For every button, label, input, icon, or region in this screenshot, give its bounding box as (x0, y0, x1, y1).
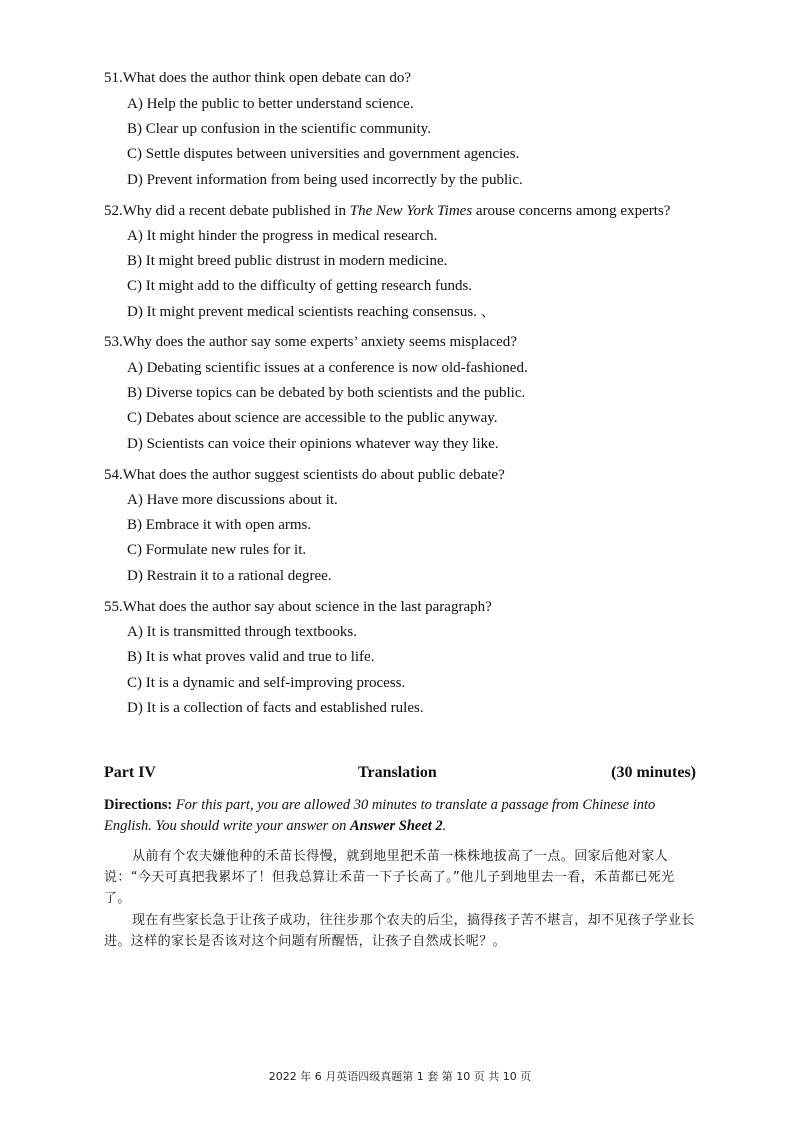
question-52-option-d: D) It might prevent medical scientists reaching consensus. 、 (127, 304, 496, 320)
part-time: (30 minutes) (611, 764, 696, 781)
part-heading (104, 764, 696, 784)
question-52-option-c: C) It might add to the difficulty of getting research funds. (127, 278, 473, 294)
question-51-option-b: B) Clear up confusion in the scientific community. (127, 121, 431, 137)
question-55-stem: 55.What does the author say about science in the last paragraph? (104, 599, 492, 615)
directions-label: Directions: (104, 797, 173, 813)
answer-sheet-reference: Answer Sheet 2 (350, 818, 443, 834)
question-53-option-c: C) Debates about science are accessible to the public anyway. (127, 410, 498, 426)
question-53-option-d: D) Scientists can voice their opinions whatever way they like. (127, 436, 499, 452)
question-53-option-a: A) Debating scientific issues at a conference is now old-fashioned. (127, 360, 528, 376)
directions (104, 795, 700, 837)
question-52-stem-before: 52.Why did a recent debate published in (104, 203, 350, 219)
question-55-option-d: D) It is a collection of facts and established rules. (127, 700, 424, 716)
directions-text: For this part, you are allowed 30 minutes to translate a passage from Chinese into English. You should write your answer on (104, 797, 656, 834)
question-55-option-a: A) It is transmitted through textbooks. (127, 624, 357, 640)
passage-paragraph-1-text: 从前有个农夫嫌他种的禾苗长得慢，就到地里把禾苗一株株地拔高了一点。回家后他对家人说：“今天可真把我累坏了！但我总算让禾苗一下子长高了。”他儿子到地里去一看，禾苗都已死光了。 (104, 849, 675, 906)
question-55-option-b: B) It is what proves valid and true to life. (127, 649, 375, 665)
question-51-option-a: A) Help the public to better understand science. (127, 96, 414, 112)
question-52-stem (104, 203, 670, 219)
question-51-option-c: C) Settle disputes between universities and government agencies. (127, 146, 520, 162)
passage-paragraph-2-text: 现在有些家长急于让孩子成功，往往步那个农夫的后尘，搞得孩子苦不堪言，却不见孩子学业长进。这样的家长是否该对这个问题有所醒悟，让孩子自然成长呢？。 (104, 913, 695, 949)
part-label: Part IV (104, 764, 156, 781)
question-52-option-a: A) It might hinder the progress in medical research. (127, 228, 438, 244)
question-51-stem: 51.What does the author think open debate can do? (104, 70, 411, 86)
question-52-option-b: B) It might breed public distrust in modern medicine. (127, 253, 448, 269)
question-55-option-c: C) It is a dynamic and self-improving process. (127, 675, 406, 691)
question-54-option-c: C) Formulate new rules for it. (127, 542, 307, 558)
question-52-stem-after: arouse concerns among experts? (472, 203, 671, 219)
passage-paragraph-1 (104, 846, 700, 909)
passage-paragraph-2 (104, 910, 700, 952)
page-footer: 2022 年 6 月英语四级真题第 1 套 第 10 页 共 10 页 (268, 1070, 532, 1083)
question-54-option-d: D) Restrain it to a rational degree. (127, 568, 332, 584)
question-51-option-d: D) Prevent information from being used incorrectly by the public. (127, 172, 523, 188)
directions-text-end: . (442, 818, 447, 834)
question-53-stem: 53.Why does the author say some experts’ anxiety seems misplaced? (104, 334, 517, 350)
part-title: Translation (358, 764, 437, 781)
question-53-option-b: B) Diverse topics can be debated by both scientists and the public. (127, 385, 526, 401)
question-54-option-a: A) Have more discussions about it. (127, 492, 338, 508)
question-52-stem-italic: The New York Times (349, 203, 473, 219)
question-54-stem: 54.What does the author suggest scientists do about public debate? (104, 467, 505, 483)
question-54-option-b: B) Embrace it with open arms. (127, 517, 312, 533)
